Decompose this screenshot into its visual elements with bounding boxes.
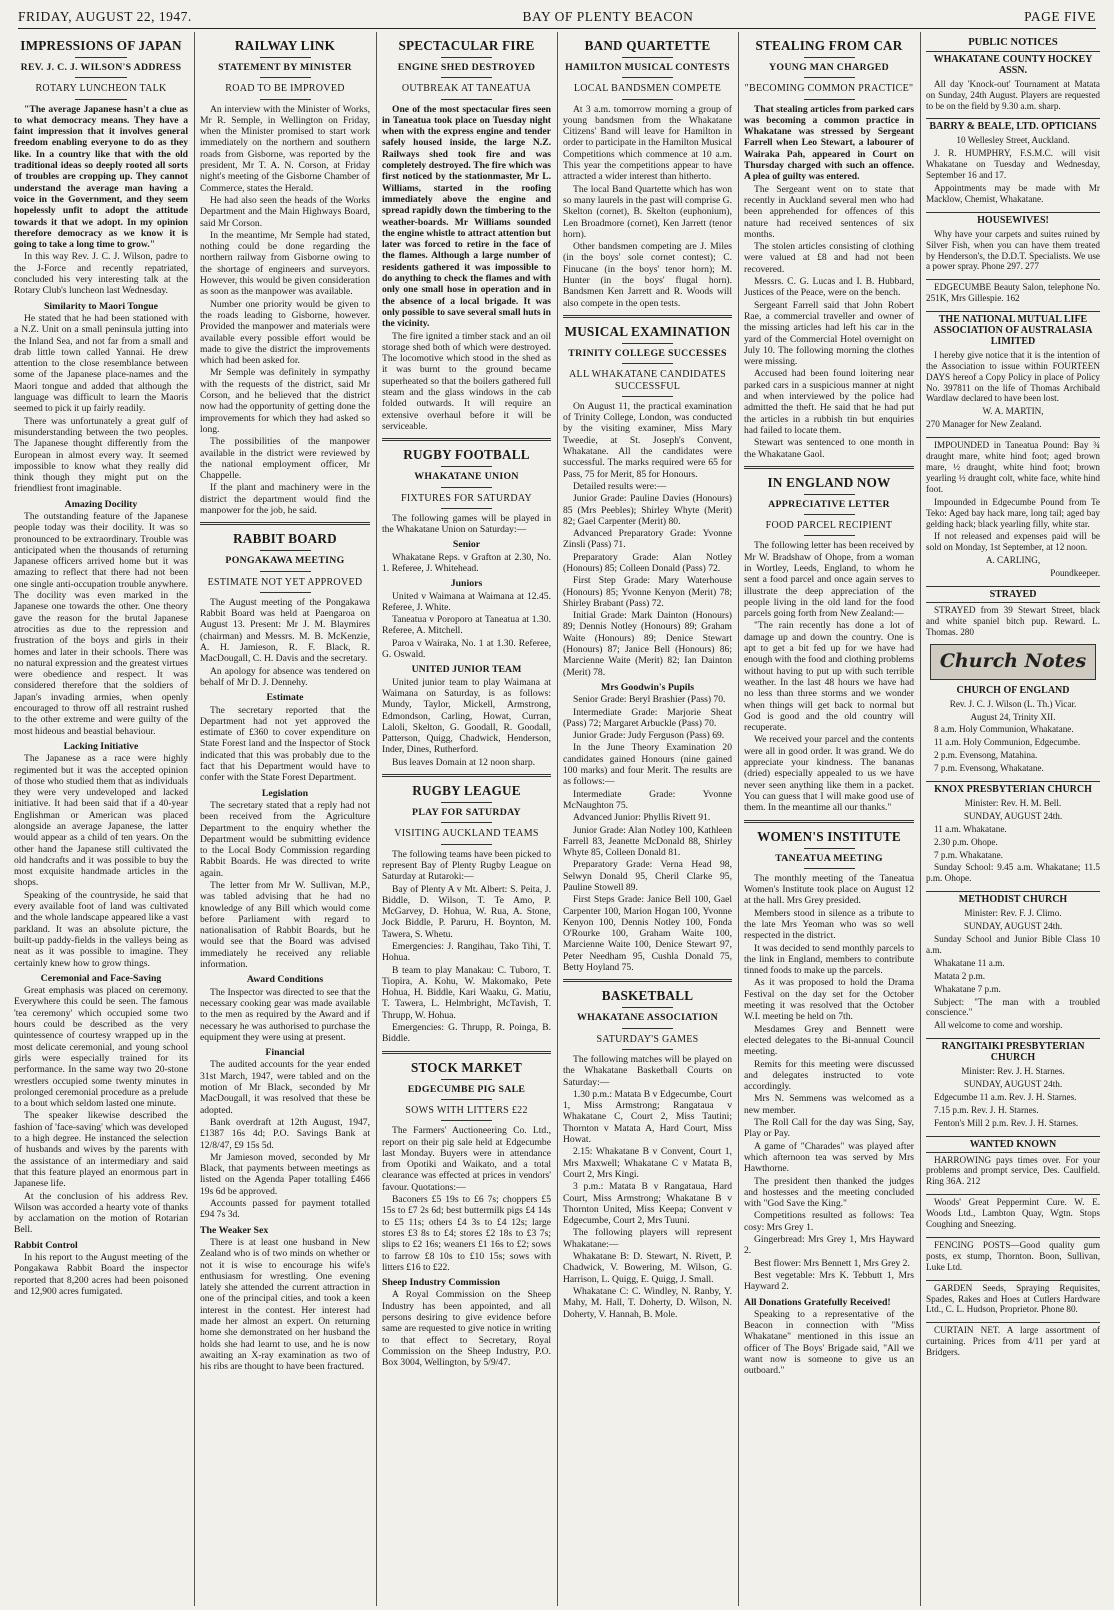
church-line: Subject: "The man with a troubled conscience." [926, 996, 1100, 1018]
crosshead: UNITED JUNIOR TEAM [411, 664, 522, 676]
church-heading: RANGITAIKI PRESBYTERIAN CHURCH [941, 1041, 1085, 1064]
paragraph: Mesdames Grey and Bennett were elected delegates to the Bi-annual Council meeting. [744, 1023, 914, 1058]
subhead: VISITING AUCKLAND TEAMS [394, 828, 539, 840]
church-line: Edgecumbe 11 a.m. Rev. J. H. Starnes. [934, 1091, 1077, 1102]
paragraph: Whakatane Reps. v Grafton at 2.30, No. 1. Referee, J. Whitehead. [382, 551, 551, 574]
church-line: 2.30 p.m. Ohope. [934, 836, 998, 847]
church-line: Whakatane 7 p.m. [934, 983, 1001, 994]
paragraph: In the meantime, Mr Semple had stated, nothing could be done regarding the northern railway from Gisborne owing to the shortage of engineers and surveyors. However, this would be given consideration as soon as the manpower was available. [200, 229, 370, 298]
column-rule [194, 32, 195, 1606]
paragraph: Preparatory Grade: Alan Notley (Honours) 85; Colleen Donald (Pass) 72. [563, 551, 732, 574]
notice-text: I hereby give notice that it is the intention of the Association to issue within FOURTEEN DAYS hereof a Copy Policy in place of Policy No. 397811 on the life of Thomas Archibald Wardlaw declared to have been lost. [926, 349, 1100, 404]
church-line: 2 p.m. Evensong, Matahina. [934, 750, 1038, 761]
paragraph: Members stood in silence as a tribute to the late Mrs Yeoman who was so well respected in the district. [744, 907, 914, 942]
notice-signature: A. CARLING, [985, 555, 1041, 566]
crosshead: Senior [452, 539, 481, 551]
church-line: August 24, Trinity XII. [970, 711, 1056, 722]
paragraph: Bank overdraft at 12th August, 1947, £1387 16s 4d; P.O. Savings Bank at 12/8/47, £9 15s 5d. [200, 1116, 370, 1151]
column-rule [376, 32, 377, 1606]
paragraph: Intermediate Grade: Marjorie Sheat (Pass) 72; Margaret Arbuckle (Pass) 70. [563, 706, 732, 729]
paragraph: The secretary reported that the Department had not yet approved the estimate of £360 to cover expenditure on State Forest land and the Inspector of Stock indicated that this was probably due to the fact that his Department would have to confer with the State Forest Department. [200, 704, 370, 784]
subhead: "BECOMING COMMON PRACTICE" [744, 83, 914, 95]
paragraph: The monthly meeting of the Taneatua Women's Institute took place on August 12 at the hall. Mrs Grey presided. [744, 872, 914, 907]
section-title-public-notices: PUBLIC NOTICES [968, 37, 1058, 48]
paragraph: "The rain recently has done a lot of damage up and down the country. One is apt to get a bit fed up for we have had enough with the food and clothing problems without having to put up with such terrible weather. In the last 48 hours we have had no less than three storms and we wonder when things will get back to normal but God is good and the old country will recuperate. [744, 620, 914, 734]
crosshead: The Weaker Sex [200, 1224, 269, 1236]
paragraph: On August 11, the practical examination of Trinity College, London, was conducted by the visiting examiner, Miss Mary Tweedie, at St. Joseph's Convent, Whakatane. All the candidates were successful. The marks required were 65 for Pass, 75 for Merit, 85 for Honours. [563, 400, 732, 480]
church-line: Minister: Rev. H. M. Bell. [964, 797, 1062, 808]
paragraph: The secretary stated that a reply had not been received from the Agriculture Department to the enquiry whether the Department would be submitting evidence to the Local Body Commission regarding Rabbit Boards. He was directed to write again. [200, 799, 370, 879]
headline-musical-examination: MUSICAL EXAMINATION [564, 323, 731, 339]
classified-ad: Woods' Great Peppermint Cure. W. E. Woods Ltd., Lambton Quay, Wgtn. Stops Coughing and Sneezing. [926, 1197, 1100, 1230]
church-line: Sunday School and Junior Bible Class 10 a.m. [926, 934, 1100, 955]
notice-heading: WHAKATANE COUNTY HOCKEY ASSN. [933, 53, 1093, 76]
notice-signature: W. A. MARTIN, [982, 406, 1044, 417]
paragraph: Speaking to a representative of the Beacon in connection with "Miss Whakatane" mentioned in this issue an officer of The Boys' Brigade said, "All we want now is someone to give us an outboard." [744, 1308, 914, 1377]
church-line: SUNDAY, AUGUST 24th. [963, 1078, 1063, 1089]
church-line: All welcome to come and worship. [934, 1020, 1063, 1031]
notice-signature: 270 Manager for New Zealand. [926, 419, 1042, 430]
classified-ad: FENCING POSTS—Good quality gum posts, ex stump, Thornton. Boon, Sullivan, Luke Ltd. [926, 1239, 1100, 1272]
subhead: SATURDAY'S GAMES [596, 1033, 699, 1045]
paragraph: Baconers £5 19s to £6 7s; choppers £5 15s to £7 2s 6d; best buttermilk pigs £4 14s to £5 11s; others £4 3s to £4 12s; large stores £3 8s to £4; stores £2 18s to £3 7s; slips to £2 16s; weaners £1 16s to £2; sows to farrow £8 10s to £10 15s; sows with litters £16 to £22. [382, 1194, 551, 1273]
subhead: WHAKATANE UNION [414, 471, 519, 483]
paragraph: Best vegetable: Mrs K. Tebbutt 1, Mrs Hayward 2. [744, 1269, 914, 1293]
paragraph: The speaker likewise described the fashion of 'face-saving' which was developed to a high degree. He instanced the selection of husbands and wives by the parents with the assistance of an intermediary and said that this feature played an enormous part in Japanese life. [14, 1110, 188, 1190]
headline-stock-market: STOCK MARKET [411, 1059, 522, 1075]
paragraph: The outstanding feature of the Japanese people today was their docility. It was so pronounced to be extraordinary. Trouble was anticipated when the thousands of returning Japanese officers arrived home but it was amazing to reflect that there had not been one single anti-occupation trouble anywhere. The docility was even marked in the Japanese one towards the other. One theory gave the reason for the brutal Japanese atrocities as due to the repression and frustration of the boys and girls in their homes and later in their schools. There was no natural expression and the greatest virtues were obedience and respect. It was considered therefore that the soldiers of Japan's invading armies, when openly encouraged to throw off all restraint rushed to the other extreme and were guilty of the most hideous and beastial behaviour. [14, 510, 188, 737]
notice-text: All day 'Knock-out' Tournament at Matata on Sunday, 24th August. Players are requested to be on the field by 9.30 a.m. sharp. [926, 78, 1100, 111]
paragraph: That stealing articles from parked cars was becoming a common practice in Whakatane was stressed by Sergeant Farrell when Leo Stewart, a labourer of Wairaka Pah, appeared in Court on Thursday charged with such an offence. A plea of guilty was entered. [744, 103, 914, 183]
church-heading: METHODIST CHURCH [958, 894, 1068, 906]
crosshead: Amazing Docility [64, 498, 138, 510]
crosshead: Award Conditions [246, 974, 324, 986]
notice-text: 10 Wellesley Street, Auckland. [956, 135, 1070, 146]
church-line: 11 a.m. Holy Communion, Edgecumbe. [934, 737, 1081, 748]
paragraph: If the plant and machinery were in the district the department would find the manpower for the job, he said. [200, 482, 370, 516]
paragraph: The Inspector was directed to see that the necessary cooking gear was made available to the men as required by the Award and if necessary he was authorised to purchase the equipment they were using at present. [200, 986, 370, 1043]
church-line: Sunday School: 9.45 a.m. Whakatane; 11.5 p.m. Ohope. [926, 862, 1100, 884]
subhead: YOUNG MAN CHARGED [769, 62, 889, 73]
paragraph: There is at least one husband in New Zealand who is of two minds on whether or not it is wise to encourage his wife's enthusiasm for wrestling. One evening lately she attended the current attraction in one of the principal cities, and took a keen interest in the contest. Her interest had made her almost an expert. On returning home she demonstrated on her husband the holds she had learnt to use, and he is now awaiting an X-ray examination as two of his ribs are thought to have been fractured. [200, 1236, 370, 1373]
subhead: TRINITY COLLEGE SUCCESSES [568, 347, 727, 359]
subhead: ALL WHAKATANE CANDIDATES SUCCESSFUL [569, 369, 726, 392]
subhead: PLAY FOR SATURDAY [412, 807, 521, 819]
paragraph: Gingerbread: Mrs Grey 1, Mrs Hayward 2. [744, 1234, 914, 1257]
crosshead: All Donations Gratefully Received! [744, 1296, 891, 1308]
paragraph: 3 p.m.: Matata B v Rangataua, Hard Court, Miss Armstrong; Whakatane B v Thornton United, Miss Keepa; Convent v Edgecumbe, Court 2, Mrs Tuuni. [563, 1181, 732, 1227]
paragraph: He stated that he had been stationed with a N.Z. Unit on a small peninsula jutting into the Inland Sea, and not far from a small and drab little town called Yannai. He drew attention to the close resemblance between some of the Japanese place-names and the Maori tongue and added that although the language was difficult to learn the Maoris seemed to pick it up fairly readily. [14, 312, 188, 415]
church-line: 7 p.m. Evensong, Whakatane. [934, 763, 1044, 774]
paragraph: Whakatane C: C. Windley, N. Ranby, Y. Mahy, M. Hall, T. Doherty, D. Wilson, N. Doherty, V. Hannah, B. Mole. [563, 1285, 732, 1320]
headline-rugby-football: RUGBY FOOTBALL [403, 447, 530, 463]
classified-ad: CURTAIN NET. A large assortment of curtaining. Prices from 4/11 per yard at Bridgers. [926, 1325, 1100, 1358]
paper-name: BAY OF PLENTY BEACON [522, 9, 694, 24]
headline-basketball: BASKETBALL [601, 988, 694, 1004]
paragraph: A Royal Commission on the Sheep Industry has been appointed, and all persons desiring to give evidence before same are requested to give notice in writing to that effect to Secretary, Royal Commission on the Sheep Industry, P.O. Box 3004, Wellington, by 5/9/47. [382, 1289, 551, 1369]
subhead: ESTIMATE NOT YET APPROVED [207, 576, 363, 588]
paragraph: The possibilities of the manpower available in the district were reviewed by the national employment officer, Mr Chappelle. [200, 436, 370, 482]
paragraph: Emergencies: G. Thrupp, R. Poinga, B. Biddle. [382, 1022, 551, 1045]
paragraph: Speaking of the countryside, he said that every available foot of land was cultivated and the whole landscape appeared like a vast parkland. It was an absolute picture, the built-up paddy-fields in the valleys being as neat as it was possible to imagine. They certainly knew how to grow things. [14, 889, 188, 969]
headline-rugby-league: RUGBY LEAGUE [412, 783, 521, 799]
headline-railway-link: RAILWAY LINK [234, 38, 336, 53]
crosshead: Lacking Initiative [63, 740, 139, 752]
paragraph: First Step Grade: Mary Waterhouse (Honours) 85; Yvonne Kenyon (Merit) 78; Shirley Brabant (Pass) 72. [563, 575, 732, 609]
subhead: HAMILTON MUSICAL CONTESTS [565, 62, 730, 73]
subhead: APPRECIATIVE LETTER [768, 498, 890, 510]
notice-heading: STRAYED [989, 589, 1037, 601]
paragraph: The audited accounts for the year ended 31st March, 1947, were tabled and on the motion of Mr Black, seconded by Mr MacDougall, it was resolved that these be adopted. [200, 1059, 370, 1116]
church-line: 7 p.m. Whakatane. [934, 849, 1003, 860]
paragraph: We received your parcel and the contents were all in good order. It was grand. We do appreciate your kindness. The bananas (dried) especially appealed to us we have never seen anything like them in a packet. You can guess that I will make good use of them. In the meantime all our thanks." [744, 734, 914, 814]
church-line: Minister: Rev. F. J. Climo. [964, 908, 1062, 919]
church-line: Whakatane 11 a.m. [934, 957, 1005, 968]
paragraph: Mrs N. Semmens was welcomed as a new member. [744, 1093, 914, 1116]
paragraph: Number one priority would be given to the roads leading to Gisborne, however. Provided the manpower and materials were available every possible effort would be made to give the district the improvements which had been asked for. [200, 298, 370, 367]
notice-text: Appointments may be made with Mr Macklow, Chemist, Whakatane. [926, 182, 1100, 204]
headline-spectacular-fire: SPECTACULAR FIRE [398, 38, 535, 53]
paragraph: Best flower: Mrs Bennett 1, Mrs Grey 2. [754, 1257, 910, 1269]
paragraph: The following players will represent Whakatane:— [563, 1227, 732, 1250]
notice-text: IMPOUNDED in Taneatua Pound: Bay ¾ draught mare, white hind foot; aged brown mare, ½ draught, white hind foot; brown yearling ½ draught colt, white face, white hind foot. [926, 440, 1100, 494]
masthead [18, 6, 1096, 29]
paragraph: At the conclusion of his address Rev. Wilson was accorded a hearty vote of thanks by acclamation on the motion of Rotarian Bell. [14, 1190, 188, 1236]
classified-ad: GARDEN Seeds, Spraying Requisites, Spades, Rakes and Hoes at Cutlers Hardware Ltd., C. L. Hudson, Proprietor. Phone 80. [926, 1282, 1100, 1315]
headline-womens-institute: WOMEN'S INSTITUTE [757, 828, 901, 844]
paragraph: 1.30 p.m.: Matata B v Edgecumbe, Court 1, Miss Armstrong; Rangataua v Whakatane C, Court 2, Miss Tautini; Thornton v Matata A, Hard Court, Miss Howat. [563, 1088, 732, 1146]
subhead: EDGECUMBE PIG SALE [407, 1083, 526, 1095]
subhead: ROAD TO BE IMPROVED [225, 83, 345, 95]
church-line: 8 a.m. Holy Communion, Whakatane. [934, 724, 1074, 735]
paragraph: The following matches will be played on the Whakatane Basketball Courts on Saturday:— [563, 1053, 732, 1088]
column-2 [200, 32, 370, 1606]
subhead: WHAKATANE ASSOCIATION [576, 1012, 719, 1024]
crosshead: Rabbit Control [14, 1239, 78, 1251]
paragraph: United junior team to play Waimana at Waimana on Saturday, is as follows: Mundy, Taylor, Mickell, Armstrong, Edmondson, Carling, Howat, Curran, Laloli, Skelton, G. Goodall, R. Goodall, Patterson, Quigg, Chadwick, Henderson, Inder, Dines, Rutherford. [382, 676, 551, 756]
paragraph: Advanced Preparatory Grade: Yvonne Zinsli (Pass) 71. [563, 528, 732, 551]
crosshead: Financial [265, 1047, 305, 1059]
paragraph: Mr Semple was definitely in sympathy with the requests of the district, said Mr Corson, and he believed that the district now had the opportunity of getting done the improvements for which they had asked so long. [200, 367, 370, 435]
paragraph: Initial Grade: Mark Dainton (Honours) 89; Dennis Notley (Honours) 89; Graham Waite (Honours) 89; Denice Stewart (Honours) 87; Janice Bell (Honours) 86; Marcienne Waite (Merit) 82; Ian Dainton (Merit) 78. [563, 610, 732, 678]
church-line: Fenton's Mill 2 p.m. Rev. J. H. Starnes. [934, 1117, 1079, 1128]
subhead: STATEMENT BY MINISTER [218, 62, 352, 73]
paragraph: B team to play Manakau: C. Tuboro, T. Tiopira, A. Kohu, W. Makomako, Pete Hohua, H. Biddle, Kari Waaku, G. Matiu, T. Tawera, L. Helmbright, McTavish, T. Thrupp, W. Hohua. [382, 964, 551, 1021]
notice-heading: HOUSEWIVES! [977, 214, 1049, 226]
paragraph: At 3 a.m. tomorrow morning a group of young bandsmen from the Whakatane Citizens' Band will leave for Hamilton in order to participate in the Hamilton Musical Competitions which commence at 10 a.m. This year the competitions appear to have attracted a wider interest than hitherto. [563, 103, 732, 183]
church-line: Rev. J. C. J. Wilson (L. Th.) Vicar. [949, 698, 1077, 709]
headline-band-quartette: BAND QUARTETTE [584, 38, 711, 53]
paragraph: In the June Theory Examination 20 candidates gained Honours (nine gained 100 marks) and four Merit. The results are as follows:— [563, 742, 732, 788]
headline-rabbit-board: RABBIT BOARD [233, 531, 337, 547]
paragraph: The following letter has been received by Mr W. Bradshaw of Ohope, from a woman in Wortley, Leeds, England, to whom he sent a food parcel and once again serves to illustrate the deep appreciation of the people living in the old land for the food parcels going forth from New Zealand:— [744, 540, 914, 620]
paragraph: The Farmers' Auctioneering Co. Ltd., report on their pig sale held at Edgecumbe last Monday. Buyers were in attendance from Opotiki and Waikato, and a total clearance was effected at prices in vendors' favour. Quotations:— [382, 1125, 551, 1193]
paragraph: The Japanese as a race were highly regimented but it was the accepted opinion of those who studied them that as individuals they were very undeveloped and lacked initiative. It had been said that if a 40-year Englishman or American was placed alongside an average Japanese, the latter would appear as a child of ten years. On the other hand the Japanese still cultivated the old handcrafts and it was possible to buy the most exquisite handmade articles in the shops. [14, 753, 188, 889]
paragraph: Paroa v Wairaka, No. 1 at 1.30. Referee, G. Oswald. [382, 637, 551, 661]
paragraph: Emergencies: J. Rangihau, Tako Tihi, T. Hohua. [382, 941, 551, 964]
notice-text: EDGECUMBE Beauty Salon, telephone No. 251K, Mrs Gillespie. 162 [926, 282, 1100, 304]
subhead: FIXTURES FOR SATURDAY [401, 492, 532, 504]
column-4 [563, 32, 732, 1606]
paragraph: An apology for absence was tendered on behalf of Mr D. J. Dennehy. [200, 665, 370, 688]
subhead: TANEATUA MEETING [775, 852, 883, 864]
church-line: Minister: Rev. J. H. Starnes. [961, 1066, 1065, 1077]
crosshead: Mrs Goodwin's Pupils [600, 681, 695, 693]
paragraph: In this way Rev. J. C. J. Wilson, padre to the J-Force and recently repatriated, concluded his very interesting talk at the Rotary Club's luncheon last Wednesday. [14, 251, 188, 297]
paragraph: The following teams have been picked to represent Bay of Plenty Rugby League on Saturday at Rutaroki:— [382, 848, 551, 883]
paragraph: Mr Jamieson moved, seconded by Mr Black, that payments between meetings as listed on the Agenda Paper totalling £466 19s 6d be approved. [200, 1151, 370, 1197]
paragraph: One of the most spectacular fires seen in Taneatua took place on Tuesday night when with the express engine and tender safely housed inside, the large N.Z. Railways shed took fire and was completely destroyed. The fire which was first noticed by the stationmaster, Mr L. Williams, started in the roofing immediately above the engine and spread rapidly down the timbering to the weather-boards. Mr Williams sounded the engine whistle to attract attention but later was forced to retire in the face of the flames. Although a large number of residents gathered it was impossible to do anything to check the flames and with only one small hose in operation and in the absence of a local brigade. It was only possible to save several small huts in the vicinity. [382, 103, 551, 330]
paragraph: Accounts passed for payment totalled £94 7s 3d. [200, 1198, 370, 1221]
notice-text: Why have your carpets and suites ruined by Silver Fish, when you can have them treated by Henderson's, the D.D.T. Specialists. We use a power spray. Phone 297. 277 [926, 228, 1100, 272]
paragraph: Advanced Junior: Phyllis Rivett 91. [573, 812, 711, 824]
paragraph: 2.15: Whakatane B v Convent, Court 1, Mrs Maxwell; Whakatane C v Matata B, Court 2, Mrs Kingi. [563, 1146, 732, 1180]
subhead: OUTBREAK AT TANEATUA [401, 83, 532, 95]
subhead: ENGINE SHED DESTROYED [397, 62, 536, 73]
paragraph: Other bandsmen competing are J. Miles (in the boys' sole cornet contest); C. Finucane (in the boys' tenor horn); M. Hunter (in the boys' flugal horn). Bandsmen Ken Jarrett and R. Woods will also compete in the open tests. [563, 241, 732, 309]
paragraph: A game of "Charades" was played after which afternoon tea was served by Mrs Hawthorne. [744, 1140, 914, 1175]
paragraph: Junior Grade: Alan Notley 100, Kathleen Farrell 83, Jeanette McDonald 88, Shirley Whyte 85, Colleen Donald 81. [563, 824, 732, 859]
notice-heading: THE NATIONAL MUTUAL LIFE ASSOCIATION OF AUSTRALASIA LIMITED [933, 314, 1093, 347]
crosshead: Estimate [266, 692, 304, 704]
paragraph: The local Band Quartette which has won so many laurels in the past will comprise G. Skelton (cornet), B. Skelton (euphonium), Len Broadmore (cornet), Ken Jarrett (tenor horn). [563, 183, 732, 240]
paragraph: First Steps Grade: Janice Bell 100, Gael Carpenter 100, Marion Hogan 100, Yvonne Kenyon 100, Dennis Notley 100, Fonda O'Rourke 100, Graham Waite 100, Marcienne Waite 100, Denice Stewart 97, Peter Needham 95, Cushla Donald 75, Betty Hoyland 75. [563, 894, 732, 974]
paragraph: Taneatua v Poroporo at Taneatua at 1.30. Referee, A. Mitchell. [382, 614, 551, 637]
paragraph: Whakatane B: D. Stewart, N. Rivett, P. Chadwick, V. Bowering, M. Wilson, G. Harrison, L. Quigg, E. Quigg, J. Small. [563, 1251, 732, 1285]
notice-text: J. R. HUMPHRY, F.S.M.C. will visit Whakatane on Tuesday and Wednesday, September 16 and 17. [926, 148, 1100, 181]
headline-stealing-from-car: STEALING FROM CAR [755, 38, 903, 53]
paragraph: An interview with the Minister of Works, Mr R. Semple, in Wellington on Friday, when the Minister promised to start work immediately on the northern and southern roads from Gisborne, was reported by the president, Mr T. A. N. Corson, at Friday night's meeting of the Gisborne Chamber of Commerce, states the Herald. [200, 103, 370, 194]
paragraph: Junior Grade: Pauline Davies (Honours) 85 (Mrs Peebles); Shirley Whyte (Merit) 82; Gael Carpenter (Merit) 80. [563, 493, 732, 527]
paragraph: Senior Grade: Beryl Brashier (Pass) 70. [573, 694, 726, 706]
columns [14, 32, 1102, 1606]
paragraph: Intermediate Grade: Yvonne McNaughton 75. [563, 788, 732, 811]
column-rule [920, 32, 921, 1606]
paragraph: The letter from Mr W. Sullivan, M.P., was tabled advising that he had no knowledge of any Bill which would come before Parliament with regard to nationalisation of Rabbit Boards, but he would see that the Board was advised immediately he received any reliable information. [200, 880, 370, 971]
paragraph: It was decided to send monthly parcels to the link in England, members to contribute tinned foods to make up the parcels. [744, 942, 914, 977]
notice-heading: BARRY & BEALE, LTD. OPTICIANS [929, 121, 1097, 133]
paragraph: United v Waimana at Waimana at 12.45. Referee, J. White. [382, 590, 551, 613]
column-3 [382, 32, 551, 1606]
paragraph: Bus leaves Domain at 12 noon sharp. [392, 756, 536, 768]
page-number: PAGE FIVE [1024, 9, 1096, 24]
church-heading: KNOX PRESBYTERIAN CHURCH [934, 784, 1092, 796]
notice-heading: WANTED KNOWN [969, 1138, 1057, 1150]
paragraph: "The average Japanese hasn't a clue as to what democracy means. They have a faint impression that it involves general freedom enabling everyone to do as they like. In a country like that with the old traditional ideas so deeply rooted all sorts of troubles are cropping up. They cannot understand the average man having a voice in the Government, and they seem hopelessly unfit to adopt the attitude towards it that we adopt. In my opinion therefore democracy as we know it is going to take a long time to grow." [14, 103, 188, 251]
subhead: ROTARY LUNCHEON TALK [35, 83, 167, 95]
issue-date: FRIDAY, AUGUST 22, 1947. [18, 9, 192, 24]
crosshead: Ceremonial and Face-Saving [40, 972, 162, 984]
church-line: SUNDAY, AUGUST 24th. [963, 810, 1063, 821]
church-line: 11 a.m. Whakatane. [934, 823, 1007, 834]
headline-impressions-of-japan: IMPRESSIONS OF JAPAN [20, 38, 182, 53]
subhead: LOCAL BANDSMEN COMPETE [573, 83, 722, 95]
paragraph: The stolen articles consisting of clothing were valued at £8 and had not been recovered. [744, 241, 914, 275]
column-rule [738, 32, 739, 1606]
paragraph: Accused had been found loitering near parked cars in a suspicious manner at night and when interviewed by the police had admitted the theft. He said that he had put the articles in a rubbish tin but enquiries had failed to locate them. [744, 368, 914, 436]
paragraph: Competitions resulted as follows: Tea cosy: Mrs Grey 1. [744, 1210, 914, 1233]
church-line: 7.15 p.m. Rev. J. H. Starnes. [934, 1104, 1039, 1115]
crosshead: Sheep Industry Commission [382, 1277, 501, 1289]
paragraph: The president then thanked the judges and hostesses and the meeting concluded with "God Save the King." [744, 1175, 914, 1210]
headline-in-england-now: IN ENGLAND NOW [767, 474, 891, 490]
paragraph: The Roll Call for the day was Sing, Say, Play or Pay. [744, 1117, 914, 1140]
paragraph: Preparatory Grade: Verna Head 98, Selwyn Donald 95, Cheril Clarke 95, Pauline Stowell 89. [563, 859, 732, 893]
subhead: SOWS WITH LITTERS £22 [405, 1104, 528, 1116]
paragraph: In his report to the August meeting of the Pongakawa Rabbit Board the inspector reported that 8,200 acres had been poisoned and 12,900 acres fumigated. [14, 1251, 188, 1297]
paragraph: There was unfortunately a great gulf of misunderstanding between the two peoples. The Japanese thought differently from the European in almost every way. It seemed impossible to know what they really did think though they might put on the friendliest front imaginable. [14, 415, 188, 495]
notice-text: STRAYED from 39 Stewart Street, black and white spaniel bitch pup. Reward. L. Thomas. 280 [926, 604, 1100, 637]
subhead: FOOD PARCEL RECIPIENT [765, 520, 893, 532]
notice-text: Impounded in Edgecumbe Pound from Te Teko: Aged bay hack mare, long tail; aged bay gelding hack; black yearling filly, white star. [926, 496, 1100, 529]
subhead: REV. J. C. J. WILSON'S ADDRESS [20, 62, 182, 73]
crosshead: Juniors [450, 578, 483, 590]
column-1 [14, 32, 188, 1606]
subhead: PONGAKAWA MEETING [225, 555, 345, 567]
classified-ad: HARROWING pays times over. For your problems and prompt service, Des. Caulfield. Ring 36A. 212 [926, 1154, 1100, 1187]
column-6-public-notices [926, 32, 1100, 1606]
paragraph: The following games will be played in the Whakatane Union on Saturday:— [382, 512, 551, 536]
notice-text: If not released and expenses paid will be sold on Monday, 1st September, at 12 noon. [926, 531, 1100, 553]
paragraph: Sergeant Farrell said that John Robert Rae, a commercial traveller and owner of the missing articles had left his car in the yard of the Commercial Hotel overnight on July 10. The following morning the clothes were missing. [744, 299, 914, 368]
notice-signature: Poundkeeper. [1050, 568, 1100, 579]
church-notes-banner: Church Notes [930, 644, 1096, 680]
paragraph: Remits for this meeting were discussed and delegates instructed to vote accordingly. [744, 1058, 914, 1093]
paragraph: Junior Grade: Judy Ferguson (Pass) 69. [573, 730, 725, 742]
paragraph: The fire ignited a timber stack and an oil storage shed both of which were destroyed. The locomotive which stood in the shed as it was burnt to the ground became superheated so that the boilers gathered full steam and the glass windows in the cab folded outwards. It will require an extensive overhaul before it will be serviceable. [382, 330, 551, 432]
paragraph: Bay of Plenty A v Mt. Albert: S. Peita, J. Biddle, D. Wilson, T. Te Amo, P. McGarvey, D. Hohua, W. Rua, A. Stone, Jock Biddle, P. Paruru, H. Boynton, M. Tawera, S. Whetu. [382, 883, 551, 940]
crosshead: Legislation [261, 787, 309, 799]
paragraph: Detailed results were:— [573, 480, 667, 492]
column-rule [557, 32, 558, 1606]
crosshead: Similarity to Maori Tongue [43, 300, 159, 312]
column-5 [744, 32, 914, 1606]
paragraph: Stewart was sentenced to one month in the Whakatane Gaol. [744, 437, 914, 460]
paragraph: He had also seen the heads of the Works Department and the Main Highways Board, said Mr Corson. [200, 194, 370, 229]
paragraph: The August meeting of the Pongakawa Rabbit Board was held at Paengaroa on August 13. Present: Mr J. M. Blaymires (chairman) and Messrs. M. B. McKenzie, A. H. Jamieson, R. F. Black, R. MacDougall, C. H. Davis and the secretary. [200, 596, 370, 665]
paragraph: As it was proposed to hold the Drama Festival on the day set for the October meeting it was resolved that the October W.I. meeting be held on 7th. [744, 977, 914, 1023]
church-line: SUNDAY, AUGUST 24th. [963, 921, 1063, 932]
paragraph: Messrs. C. G. Lucas and I. B. Hubbard, Justices of the Peace, were on the bench. [744, 276, 914, 299]
paragraph: The Sergeant went on to state that recently in Auckland several men who had been apprehended for offences of this nature had received sentences of six months. [744, 183, 914, 240]
paragraph: Great emphasis was placed on ceremony. Everywhere this could be seen. The famous 'tea ceremony' which occupied some two hours could be described as the very quintessence of courtesy wrapped up in the most delicate ceremonial, and young school girls were especially trained for its performance. In the same way two 20-stone wrestlers occupied some twenty minutes in prolonged ceremonial procedure as a prelude to a bout which seldom lasted one minute. [14, 985, 188, 1110]
church-heading: CHURCH OF ENGLAND [956, 684, 1070, 696]
church-line: Matata 2 p.m. [934, 970, 986, 981]
